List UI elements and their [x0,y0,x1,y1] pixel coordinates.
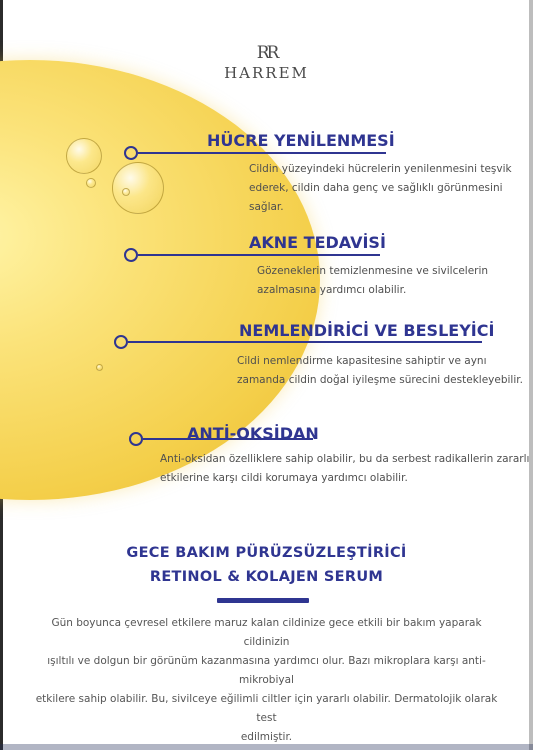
right-frame-edge [529,0,533,750]
product-title-line-1: GECE BAKIM PÜRÜZSÜZLEŞTİRİCİ [126,545,407,561]
circle-marker-icon [124,146,138,160]
connector-line [138,152,386,154]
brand-monogram: RR [256,43,277,63]
brand-logo [0,44,533,82]
bubble-icon [86,178,96,188]
product-description: Gün boyunca çevresel etkilere maruz kalan cildinize gece etkili bir bakım yaparak cildinizin ışıltılı ve dolgun bir görünüm kazanmasına yardımcı olur. Bazı mikroplara karşı anti-mikrobiyal etkilere sahip olabilir. Bu, sivilceye eğilimli ciltler için yararlı olabilir. Dermatolojik olarak test edilmiştir. [35,617,498,743]
feature-title-antioxidant: ANTİ-OKSİDAN [187,424,319,443]
bubble-icon [66,138,102,174]
connector-line [138,254,380,256]
bubble-icon [112,162,164,214]
feature-title-cell-renewal: HÜCRE YENİLENMESİ [207,131,395,150]
circle-marker-icon [114,335,128,349]
feature-text-moisturizing: Cildi nemlendirme kapasitesine sahiptir ve aynı zamanda cildin doğal iyileşme sürecini destekleyebilir. [237,355,523,386]
feature-title-acne-treatment: AKNE TEDAVİSİ [249,233,386,252]
feature-text-acne-treatment: Gözeneklerin temizlenmesine ve sivilcelerin azalmasına yardımcı olabilir. [257,265,489,296]
brand-name: HARREM [224,64,309,82]
product-title-line-2: RETINOL & KOLAJEN SERUM [149,569,384,585]
bottom-frame-edge [0,744,533,750]
feature-text-antioxidant: Anti-oksidan özelliklere sahip olabilir, bu da serbest radikallerin zararlı etkilerine karşı cildi korumaya yardımcı olabilir. [160,453,530,484]
connector-line [128,341,482,343]
feature-title-moisturizing: NEMLENDİRİCİ VE BESLEYİCİ [239,321,495,340]
circle-marker-icon [129,432,143,446]
title-divider [217,598,309,603]
bubble-icon [122,188,130,196]
circle-marker-icon [124,248,138,262]
feature-text-cell-renewal: Cildin yüzeyindeki hücrelerin yenilenmesini teşvik ederek, cildin daha genç ve sağlıklı görünmesini sağlar. [249,163,512,213]
bubble-icon [96,364,103,371]
